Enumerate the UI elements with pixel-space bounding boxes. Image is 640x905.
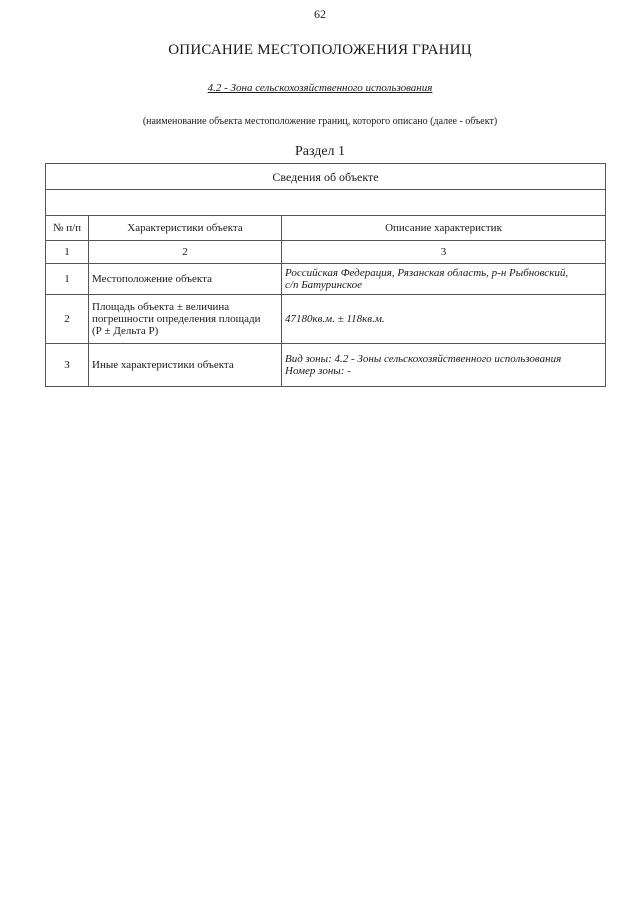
table-empty-row [46,190,606,216]
row-characteristic: Местоположение объекта [89,264,282,295]
table-empty-cell [46,190,606,216]
page-number: 62 [314,7,326,21]
description-line: Российская Федерация, Рязанская область, р-н Рыбновский, [285,267,569,279]
row-number: 1 [46,264,89,295]
row-number: 3 [46,344,89,387]
table-column-numbers [46,241,606,264]
description-line: с/п Батуринское [285,279,363,291]
table-row [46,295,606,344]
table-heading: Сведения об объекте [46,164,606,190]
object-caption: (наименование объекта местоположение границ, которого описано (далее - объект) [142,116,498,127]
object-name-text: 4.2 - Зона сельскохозяйственного использования [207,82,433,94]
object-name [0,82,640,94]
row-description: 47180кв.м. ± 118кв.м. [282,295,606,344]
characteristic-line: (Р ± Дельта Р) [92,325,159,337]
table-heading-row [46,164,606,190]
characteristic-line: Площадь объекта ± величина [92,301,230,313]
table-row [46,264,606,295]
description-line: Номер зоны: - [285,365,351,377]
row-description [282,344,606,387]
description-line: Вид зоны: 4.2 - Зоны сельскохозяйственного использования [285,353,562,365]
characteristic-line: погрешности определения площади [92,313,261,325]
row-description [282,264,606,295]
column-header-description: Описание характеристик [282,216,606,241]
column-number-2: 2 [89,241,282,264]
row-number: 2 [46,295,89,344]
object-info-table [45,163,606,387]
column-number-3: 3 [282,241,606,264]
document-title: ОПИСАНИЕ МЕСТОПОЛОЖЕНИЯ ГРАНИЦ [168,42,472,58]
row-characteristic: Иные характеристики объекта [89,344,282,387]
table-column-headers [46,216,606,241]
column-header-characteristic: Характеристики объекта [89,216,282,241]
column-number-1: 1 [46,241,89,264]
section-title: Раздел 1 [294,144,346,159]
row-characteristic [89,295,282,344]
column-header-number: № п/п [46,216,89,241]
table-row [46,344,606,387]
